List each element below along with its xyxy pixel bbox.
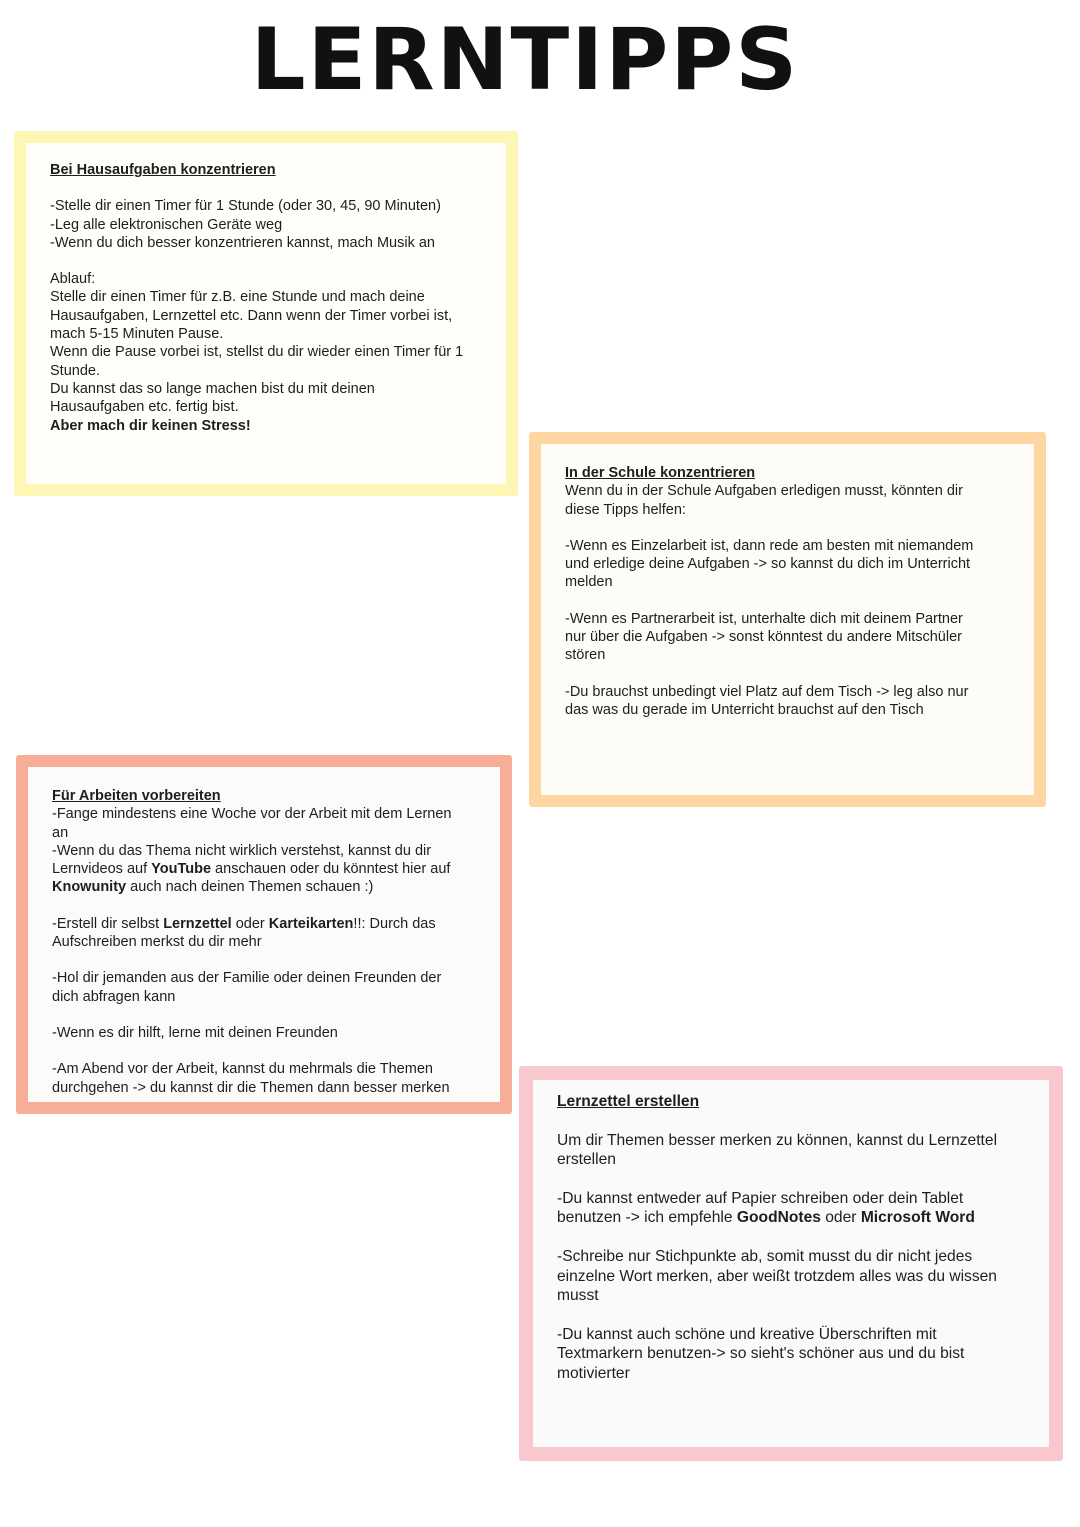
notes-tip: -Du kannst auch schöne und kreative Überschriften mit — [557, 1325, 937, 1343]
school-intro: Wenn du in der Schule Aufgaben erledigen musst, könnten dir — [565, 483, 963, 500]
homework-heading: Bei Hausaufgaben konzentrieren — [50, 162, 276, 178]
notes-tip: -Schreibe nur Stichpunkte ab, somit musst du dir nicht jedes — [557, 1247, 973, 1265]
school-tip: das was du gerade im Unterricht brauchst auf den Tisch — [565, 701, 924, 718]
school-tip: nur über die Aufgaben -> sonst könntest du andere Mitschüler — [565, 629, 962, 646]
notes-tip: einzelne Wort merken, aber weißt trotzdem alles was du wissen — [557, 1267, 997, 1285]
homework-tip: -Leg alle elektronischen Geräte weg — [50, 216, 283, 233]
exams-tip: -Am Abend vor der Arbeit, kannst du mehrmals die Themen — [52, 1061, 433, 1078]
school-tip: -Du brauchst unbedingt viel Platz auf dem Tisch -> leg also nur — [565, 683, 969, 700]
notes-tip: Textmarkern benutzen-> so sieht's schöner aus und du bist — [557, 1345, 965, 1363]
process-label: Ablauf: — [50, 271, 96, 288]
process-text: Du kannst das so lange machen bist du mit deinen — [50, 380, 375, 397]
exams-tip: -Wenn du das Thema nicht wirklich verstehst, kannst du dir — [52, 842, 432, 859]
exams-tip: Lernvideos auf YouTube anschauen oder du könntest hier auf — [52, 861, 451, 878]
school-tip: stören — [565, 647, 606, 664]
exams-heading: Für Arbeiten vorbereiten — [52, 788, 221, 804]
closing-note: Aber mach dir keinen Stress! — [50, 417, 251, 434]
notes-intro: erstellen — [557, 1151, 616, 1169]
homework-tip: -Stelle dir einen Timer für 1 Stunde (oder 30, 45, 90 Minuten) — [50, 198, 441, 215]
exams-tip: durchgehen -> du kannst dir die Themen dann besser merken — [52, 1079, 450, 1096]
notes-tip: -Du kannst entweder auf Papier schreiben oder dein Tablet — [557, 1189, 964, 1207]
exams-tip: dich abfragen kann — [52, 988, 176, 1005]
notes-tip: motivierter — [557, 1364, 630, 1382]
school-card — [529, 432, 1046, 807]
notes-intro: Um dir Themen besser merken zu können, kannst du Lernzettel — [557, 1131, 998, 1149]
notes-heading: Lernzettel erstellen — [557, 1093, 700, 1110]
homework-tip: -Wenn du dich besser konzentrieren kannst, mach Musik an — [50, 234, 435, 251]
exams-tip: Knowunity auch nach deinen Themen schauen :) — [52, 879, 374, 896]
exams-tip: an — [52, 824, 69, 841]
process-text: Stunde. — [50, 362, 100, 379]
notes-tip: musst — [557, 1287, 599, 1305]
process-text: mach 5-15 Minuten Pause. — [50, 326, 224, 343]
exams-tip: Aufschreiben merkst du dir mehr — [52, 934, 262, 951]
process-text: Stelle dir einen Timer für z.B. eine Stunde und mach deine — [50, 289, 425, 306]
process-text: Hausaufgaben, Lernzettel etc. Dann wenn der Timer vorbei ist, — [50, 307, 453, 324]
school-tip: -Wenn es Einzelarbeit ist, dann rede am besten mit niemandem — [565, 537, 974, 554]
process-text: Hausaufgaben etc. fertig bist. — [50, 399, 239, 416]
exams-tip: -Erstell dir selbst Lernzettel oder Karteikarten!!: Durch das — [52, 915, 436, 932]
exams-tip: -Hol dir jemanden aus der Familie oder deinen Freunden der — [52, 970, 442, 987]
school-heading: In der Schule konzentrieren — [565, 465, 756, 481]
page-title: LERNTIPPS — [250, 10, 800, 110]
school-tip: und erledige deine Aufgaben -> so kannst du dich im Unterricht — [565, 556, 971, 573]
exams-card — [16, 755, 512, 1114]
school-tip: -Wenn es Partnerarbeit ist, unterhalte dich mit deinem Partner — [565, 610, 963, 627]
exams-tip: -Wenn es dir hilft, lerne mit deinen Freunden — [52, 1024, 338, 1041]
process-text: Wenn die Pause vorbei ist, stellst du dir wieder einen Timer für 1 — [50, 344, 464, 361]
homework-card — [14, 131, 518, 496]
notes-tip: benutzen -> ich empfehle GoodNotes oder Microsoft Word — [557, 1209, 975, 1227]
school-intro: diese Tipps helfen: — [565, 501, 686, 518]
school-tip: melden — [565, 574, 613, 591]
exams-tip: -Fange mindestens eine Woche vor der Arbeit mit dem Lernen — [52, 806, 452, 823]
notes-card — [519, 1066, 1063, 1461]
